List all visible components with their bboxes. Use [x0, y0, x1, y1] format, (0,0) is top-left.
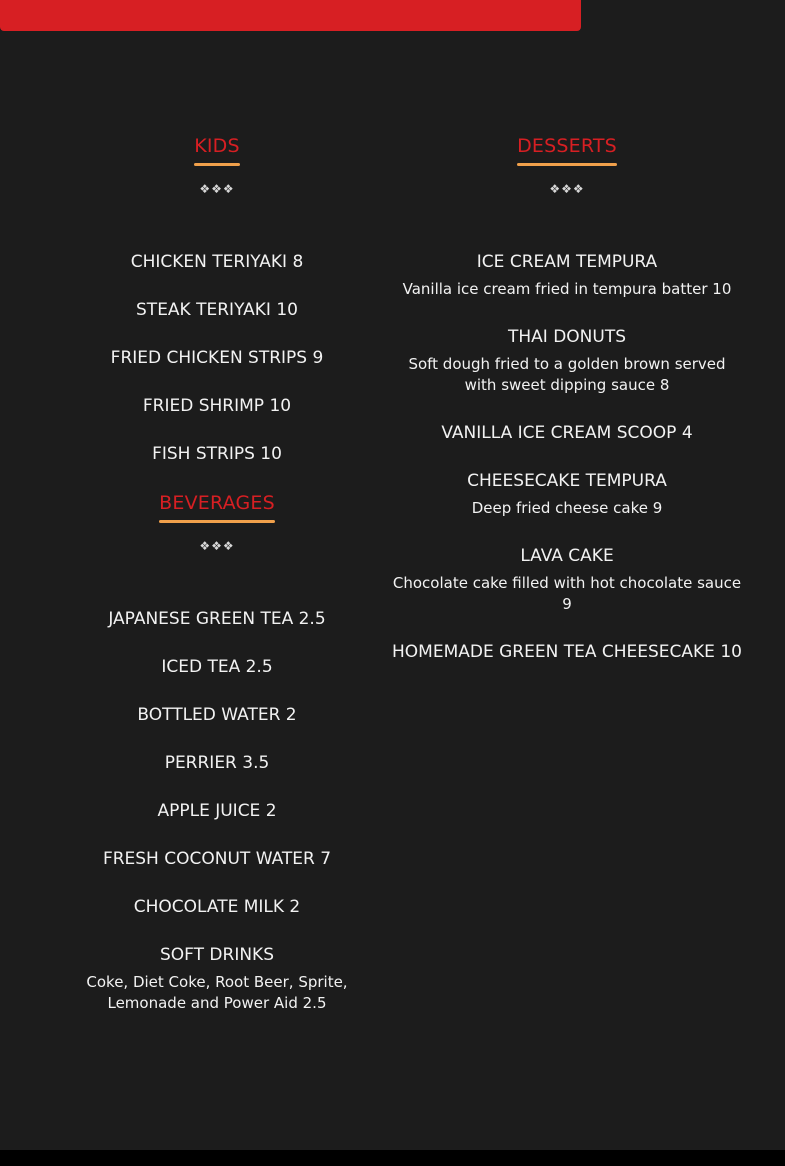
menu-item-name: FRIED SHRIMP 10 [142, 396, 292, 416]
menu-item-name: ICED TEA 2.5 [161, 657, 273, 677]
kids-section [72, 134, 362, 465]
menu-item-name: ICE CREAM TEMPURA [476, 252, 658, 272]
menu-item [72, 752, 362, 774]
top-red-banner [0, 0, 581, 31]
menu-item-name: LAVA CAKE [520, 546, 614, 566]
kids-items-list [72, 251, 362, 465]
menu-item-name: FRESH COCONUT WATER 7 [102, 849, 332, 869]
menu-item [72, 896, 362, 918]
beverages-section [72, 491, 362, 1014]
menu-item-name: THAI DONUTS [507, 327, 627, 347]
desserts-section [392, 134, 742, 663]
menu-item-description: Coke, Diet Coke, Root Beer, Sprite, Lemonade and Power Aid 2.5 [86, 973, 348, 1012]
menu-item [72, 800, 362, 822]
menu-item [72, 656, 362, 678]
menu-item-name: CHOCOLATE MILK 2 [133, 897, 301, 917]
menu-item [392, 326, 742, 396]
beverages-section-title: BEVERAGES [159, 491, 275, 523]
menu-item-name: PERRIER 3.5 [164, 753, 270, 773]
menu-item-name: CHEESECAKE TEMPURA [467, 471, 667, 491]
kids-section-title: KIDS [194, 134, 240, 166]
menu-item-name: STEAK TERIYAKI 10 [136, 300, 298, 320]
menu-item-name: BOTTLED WATER 2 [137, 705, 297, 725]
menu-item-name: FRIED CHICKEN STRIPS 9 [110, 348, 324, 368]
menu-item-name: APPLE JUICE 2 [157, 801, 277, 821]
menu-item [72, 608, 362, 630]
menu-item [392, 545, 742, 615]
menu-item [392, 641, 742, 663]
menu-item-description: Chocolate cake filled with hot chocolate sauce 9 [392, 574, 742, 613]
menu-item [392, 251, 742, 300]
menu-item-description: Soft dough fried to a golden brown served with sweet dipping sauce 8 [408, 355, 726, 394]
beverages-ornament-icon: ❖❖❖ [199, 539, 235, 553]
menu-item-name: VANILLA ICE CREAM SCOOP 4 [441, 423, 693, 443]
kids-ornament-icon: ❖❖❖ [199, 182, 235, 196]
menu-item-description: Vanilla ice cream fried in tempura batter 10 [402, 280, 732, 298]
menu-item [392, 422, 742, 444]
menu-item [72, 347, 362, 369]
desserts-ornament-icon: ❖❖❖ [549, 182, 585, 196]
menu-item [392, 470, 742, 519]
beverages-items-list [72, 608, 362, 1014]
menu-item [72, 848, 362, 870]
menu-item [72, 251, 362, 273]
menu-item-name: HOMEMADE GREEN TEA CHEESECAKE 10 [392, 642, 742, 662]
menu-item-description: Deep fried cheese cake 9 [471, 499, 663, 517]
menu-item [72, 944, 362, 1014]
menu-item-name: JAPANESE GREEN TEA 2.5 [108, 609, 326, 629]
right-menu-column [392, 134, 742, 689]
menu-item [72, 443, 362, 465]
menu-item-name: CHICKEN TERIYAKI 8 [130, 252, 304, 272]
menu-item [72, 704, 362, 726]
left-menu-column [72, 134, 362, 1040]
desserts-items-list [392, 251, 742, 663]
bottom-black-bar [0, 1150, 785, 1166]
menu-item-name: SOFT DRINKS [159, 945, 274, 965]
menu-item [72, 395, 362, 417]
menu-item [72, 299, 362, 321]
menu-item-name: FISH STRIPS 10 [152, 444, 282, 464]
desserts-section-title: DESSERTS [517, 134, 617, 166]
